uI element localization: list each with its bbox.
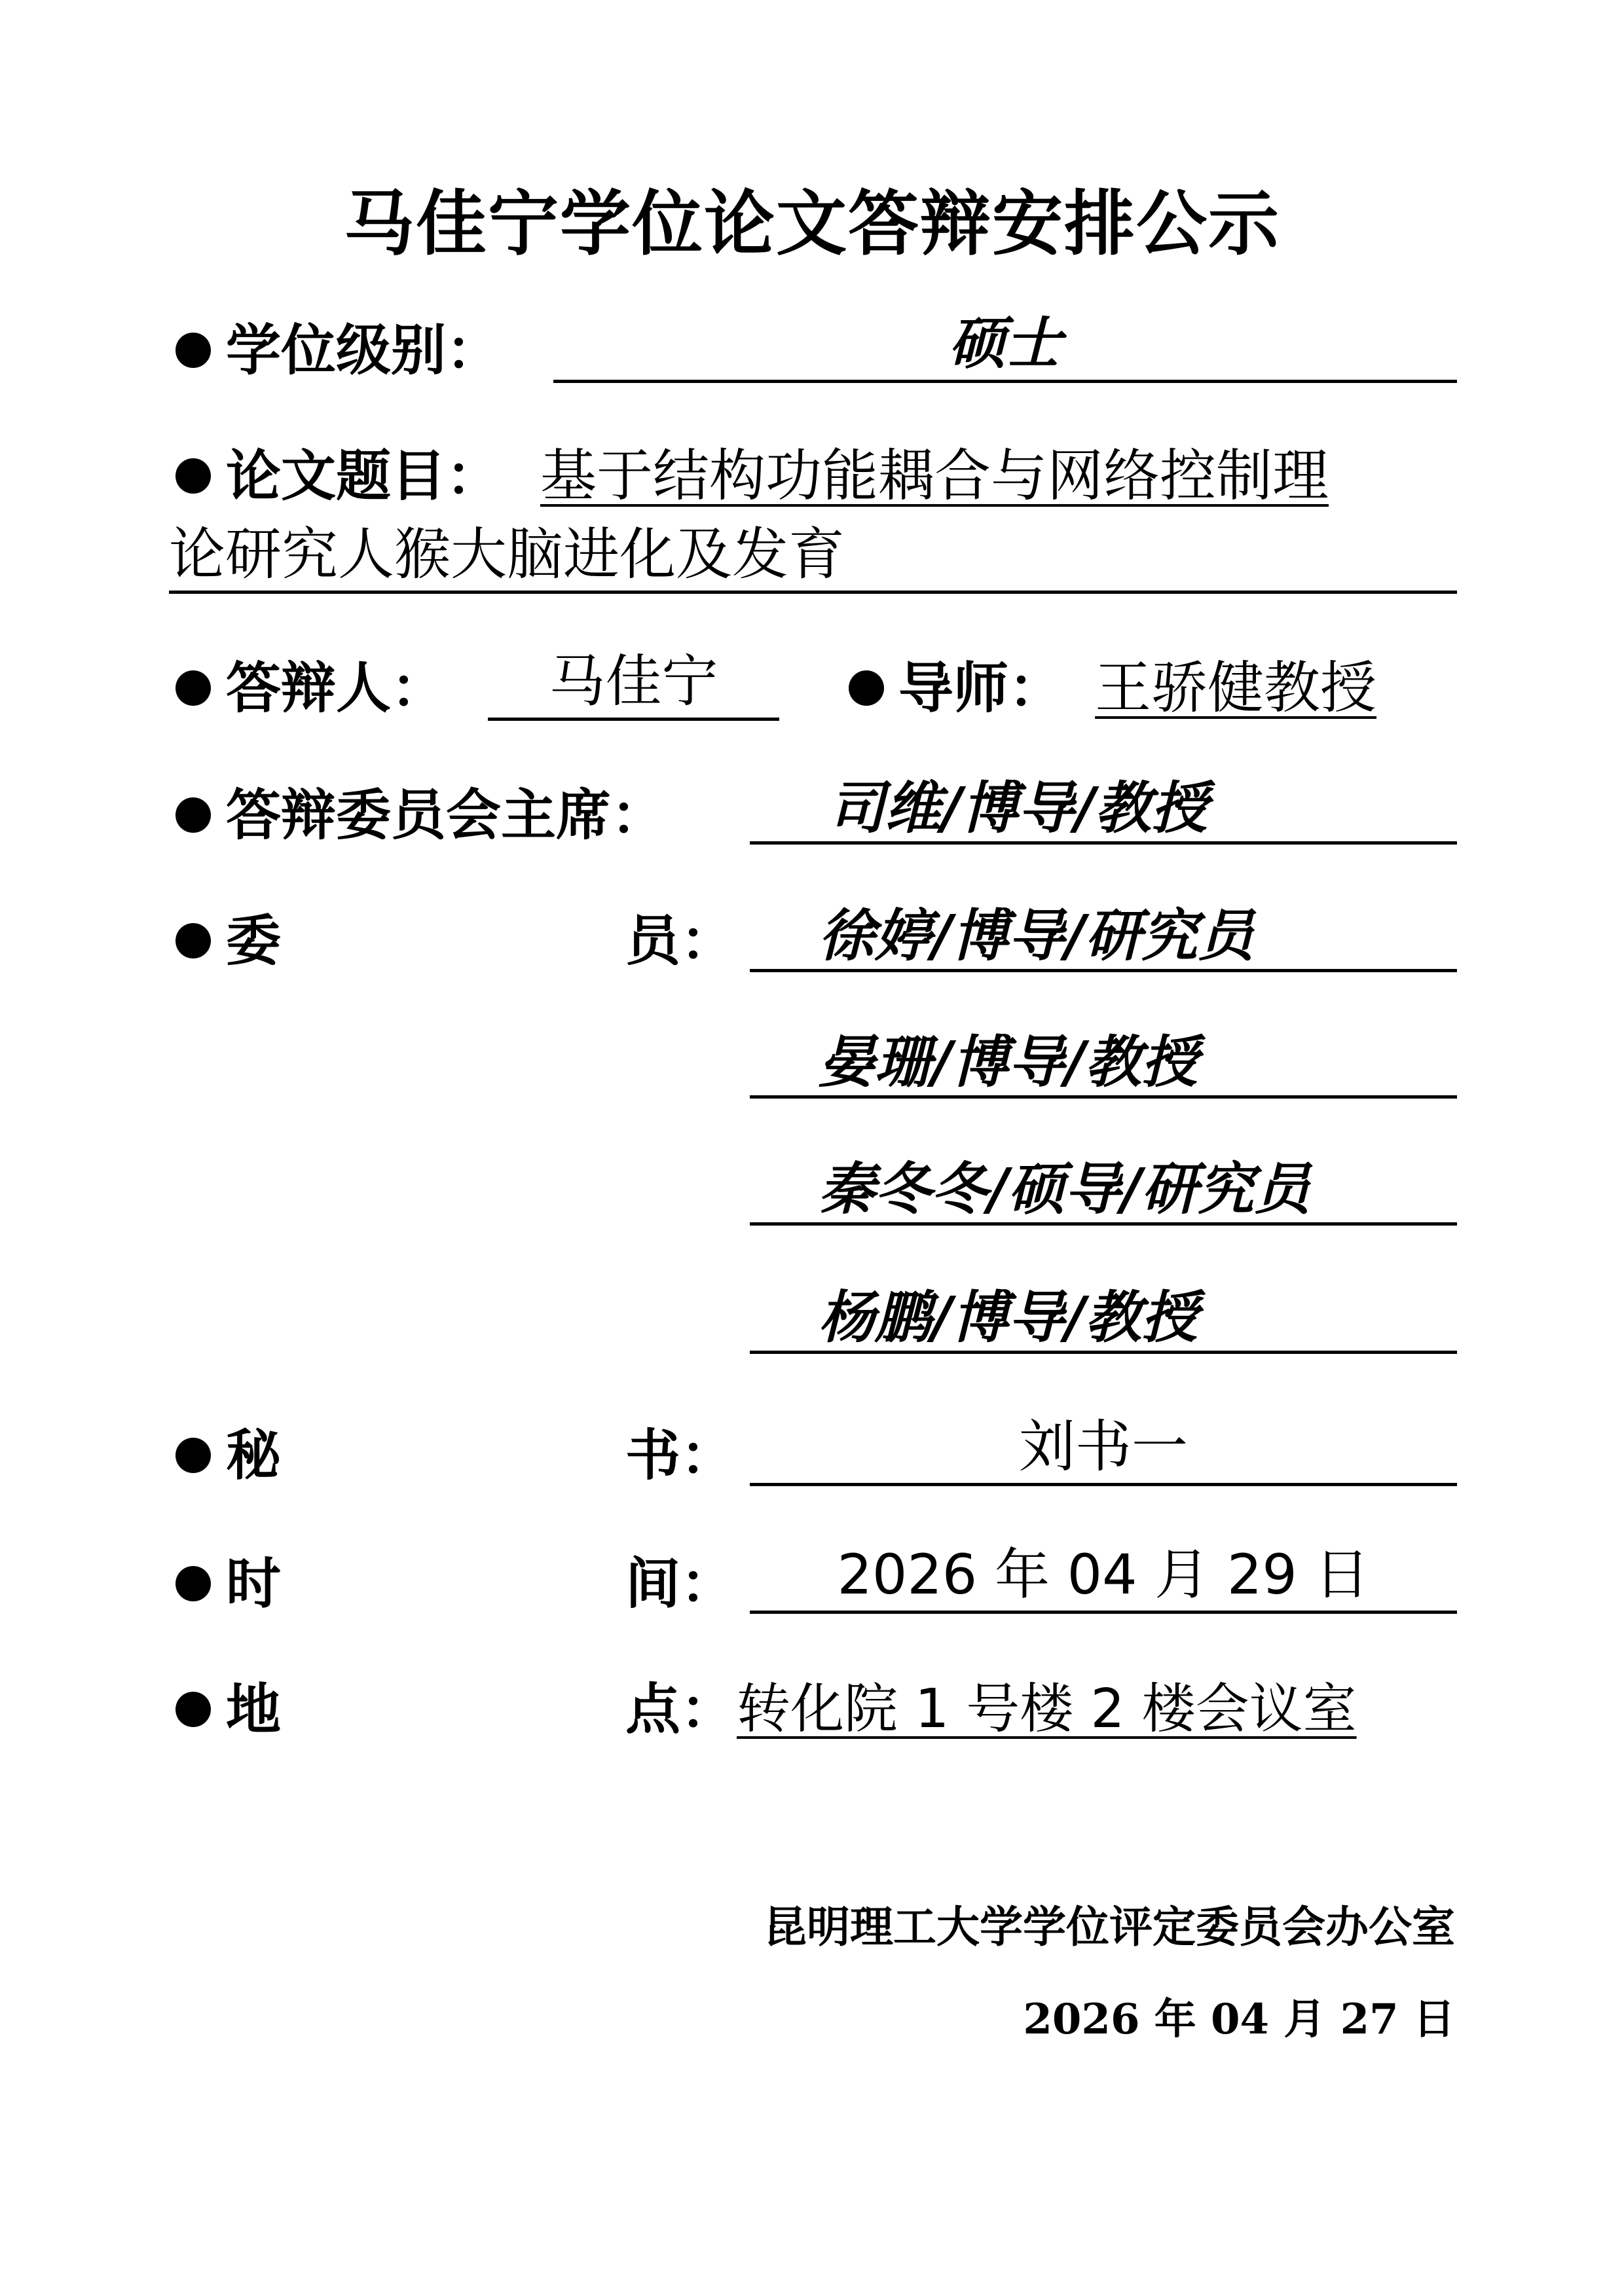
bullet-icon — [175, 797, 211, 833]
time-label-a: 时 — [226, 1551, 282, 1616]
member-item: 杨鹏/博导/教授 — [750, 1282, 1457, 1354]
chair-label: 答辩委员会主席： — [226, 782, 667, 847]
time-label-b: 间： — [625, 1551, 736, 1616]
member-item: 徐婷/博导/研究员 — [750, 900, 1457, 972]
bullet-icon — [175, 333, 211, 368]
issue-date: 2026 年 04 月 27 日 — [1023, 1995, 1455, 2044]
place-label-a: 地 — [226, 1677, 282, 1741]
members-label-a: 委 — [226, 908, 282, 973]
members-label-b: 员： — [625, 908, 736, 973]
place-value: 转化院 1 号楼 2 楼会议室 — [737, 1678, 1357, 1740]
candidate-label: 答辩人： — [226, 655, 447, 720]
bullet-icon — [175, 1692, 211, 1727]
bullet-icon — [849, 670, 884, 706]
degree-value: 硕士 — [553, 308, 1457, 383]
bullet-icon — [175, 458, 211, 494]
secretary-value: 刘书一 — [750, 1411, 1457, 1486]
issuing-office: 昆明理工大学学位评定委员会办公室 — [764, 1901, 1455, 1952]
bullet-icon — [175, 1438, 211, 1473]
page-title: 马佳宁学位论文答辩安排公示 — [343, 183, 1280, 265]
thesis-title-line1: 基于结构功能耦合与网络控制理 — [540, 443, 1329, 509]
member-item: 秦冬冬/硕导/研究员 — [750, 1154, 1457, 1226]
place-label-b: 点： — [625, 1677, 736, 1741]
secretary-label-b: 书： — [625, 1423, 736, 1487]
time-value: 2026 年 04 月 29 日 — [750, 1539, 1457, 1614]
candidate-value: 马佳宁 — [488, 646, 779, 721]
bullet-icon — [175, 923, 211, 958]
secretary-label-a: 秘 — [226, 1423, 282, 1487]
thesis-label: 论文题目： — [226, 443, 502, 508]
advisor-value: 王骄健教授 — [1095, 655, 1376, 721]
bullet-icon — [175, 1566, 211, 1601]
thesis-title-line2: 论研究人猴大脑进化及发育 — [169, 522, 845, 587]
degree-label: 学位级别： — [226, 318, 502, 382]
chair-value: 司维/博导/教授 — [750, 773, 1457, 845]
member-item: 晏珊/博导/教授 — [750, 1027, 1457, 1099]
bullet-icon — [175, 670, 211, 706]
advisor-label: 导师： — [898, 655, 1064, 720]
